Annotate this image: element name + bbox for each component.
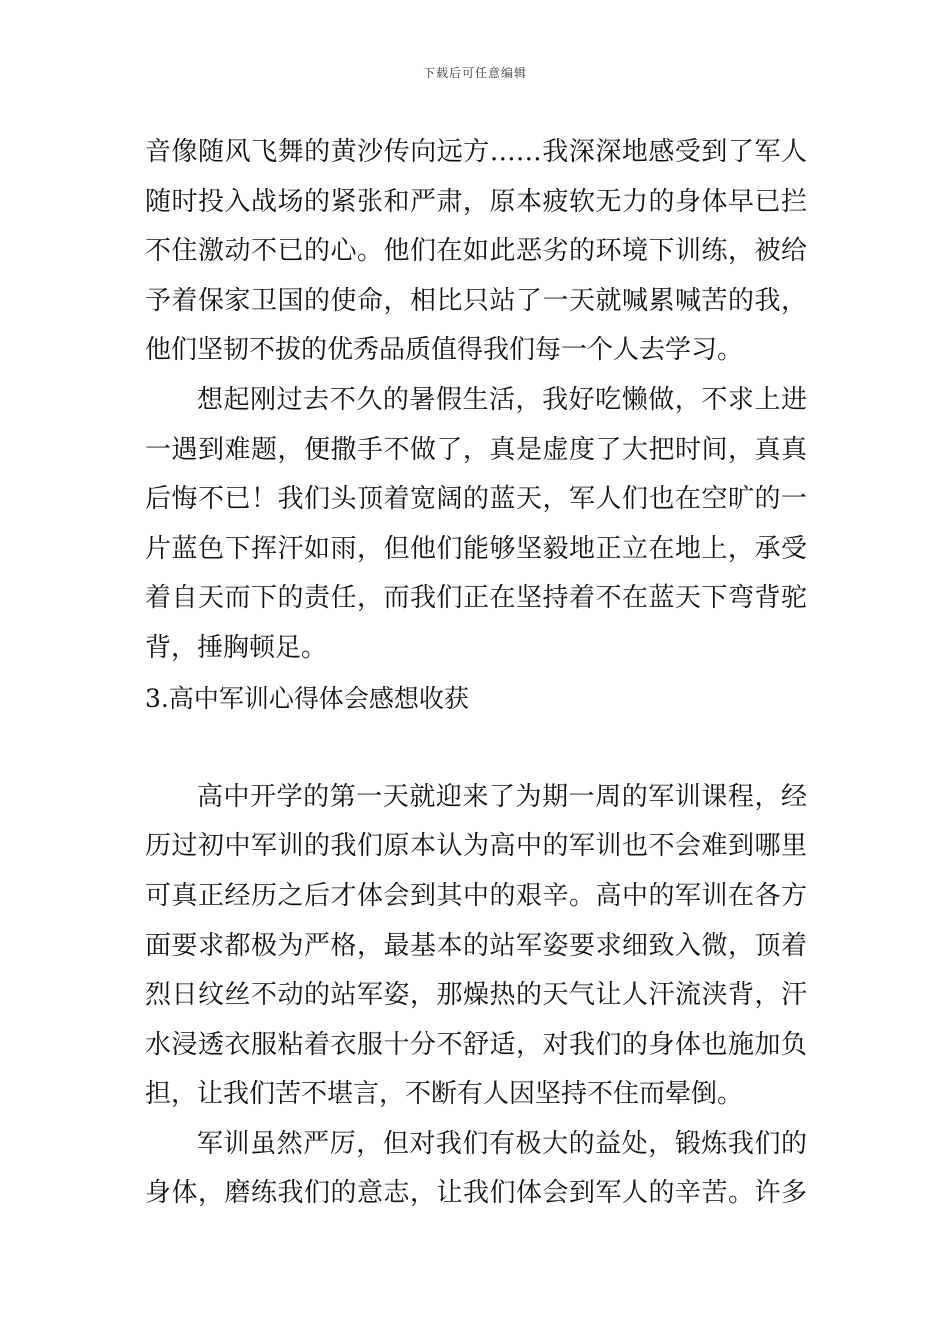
text-line: 不住激动不已的心。他们在如此恶劣的环境下训练，被给 (145, 236, 807, 267)
text-line: 一遇到难题，便撒手不做了，真是虚度了大把时间，真真 (145, 434, 807, 465)
text-line: 水浸透衣服粘着衣服十分不舒适，对我们的身体也施加负 (145, 1029, 807, 1060)
section-heading (145, 674, 807, 724)
text-line: 高中开学的第一天就迎来了为期一周的军训课程，经 (197, 781, 807, 812)
text-line: 面要求都极为严格，最基本的站军姿要求细致入微，顶着 (145, 930, 807, 961)
text-line: 随时投入战场的紧张和严肃，原本疲软无力的身体早已拦 (145, 186, 807, 217)
page-header: 下载后可任意编辑 (422, 66, 527, 80)
text-line: 他们坚韧不拔的优秀品质值得我们每一个人去学习。 (145, 335, 744, 366)
paragraph (145, 1120, 807, 1219)
text-line: 烈日纹丝不动的站军姿，那燥热的天气让人汗流浃背，汗 (145, 980, 807, 1011)
blank-line (145, 723, 807, 773)
paragraph (145, 376, 807, 674)
text-line: 后悔不已！我们头顶着宽阔的蓝天，军人们也在空旷的一 (145, 484, 807, 515)
text-line: 身体，磨练我们的意志，让我们体会到军人的辛苦。许多 (145, 1178, 807, 1209)
text-line: 片蓝色下挥汗如雨，但他们能够坚毅地正立在地上，承受 (145, 533, 807, 564)
paragraph (145, 128, 807, 376)
text-line: 背，捶胸顿足。 (145, 632, 328, 663)
text-line: 想起刚过去不久的暑假生活，我好吃懒做，不求上进 (197, 384, 807, 415)
text-line: 着自天而下的责任，而我们正在坚持着不在蓝天下弯背驼 (145, 583, 807, 614)
text-line: 可真正经历之后才体会到其中的艰辛。高中的军训在各方 (145, 880, 807, 911)
heading-text: 3.高中军训心得体会感想收获 (145, 683, 469, 713)
text-line: 军训虽然严厉，但对我们有极大的益处，锻炼我们的 (197, 1128, 807, 1159)
text-line: 予着保家卫国的使命，相比只站了一天就喊累喊苦的我， (145, 285, 807, 316)
text-line: 音像随风飞舞的黄沙传向远方……我深深地感受到了军人 (145, 137, 807, 167)
text-line: 担，让我们苦不堪言，不断有人因坚持不住而晕倒。 (145, 1079, 744, 1110)
paragraph (145, 773, 807, 1120)
text-line: 历过初中军训的我们原本认为高中的军训也不会难到哪里 (145, 831, 807, 862)
document-body (145, 128, 807, 1219)
